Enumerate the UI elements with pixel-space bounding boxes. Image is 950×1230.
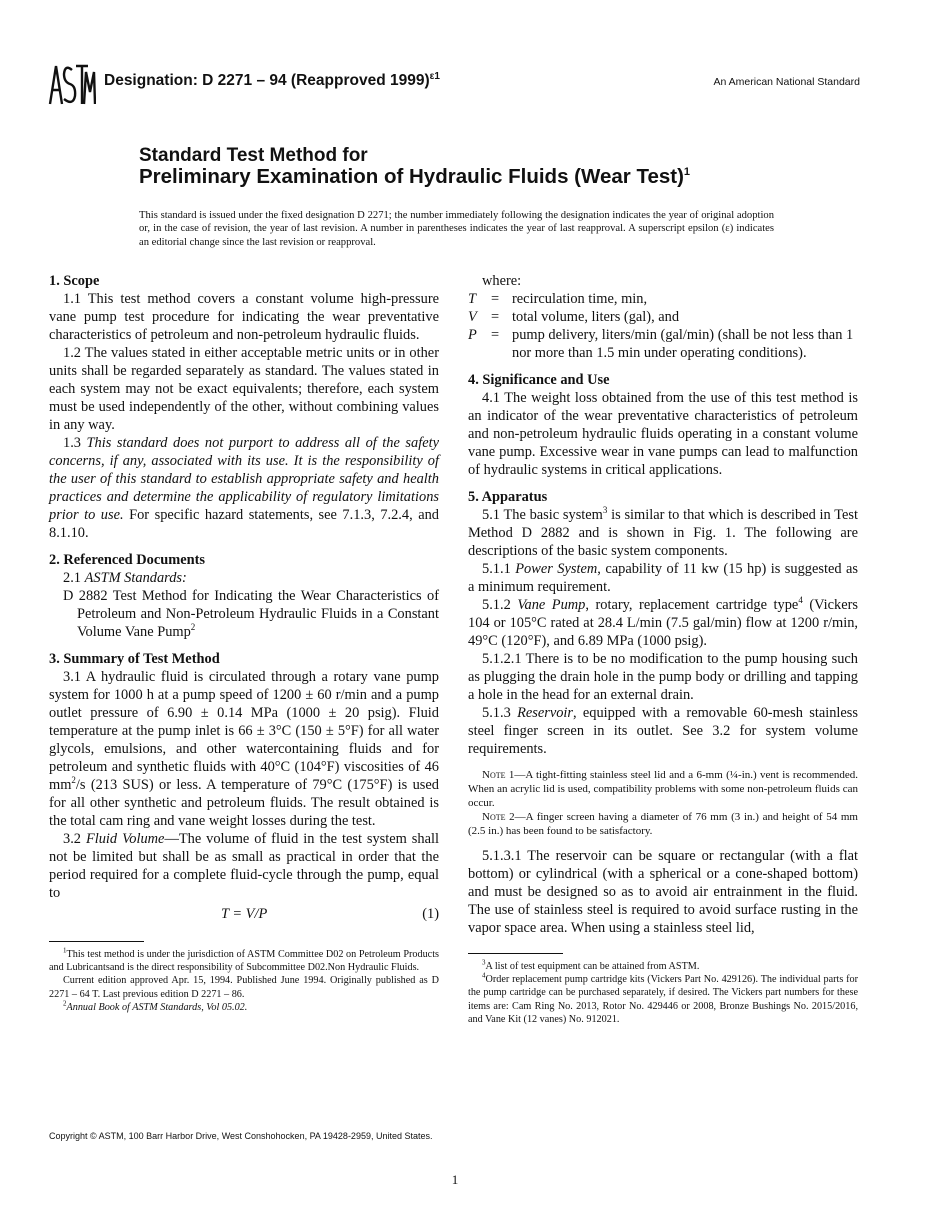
copyright-footer: Copyright © ASTM, 100 Barr Harbor Drive, West Conshohocken, PA 19428-2959, United States. [49,1131,433,1141]
where-item-t: T = recirculation time, min, [468,291,648,307]
title-line-1: Standard Test Method for [139,145,368,166]
footnote-divider [49,941,144,942]
paragraph-1-3: 1.3 This standard does not purport to address all of the safety concerns, if any, associated with its use. It is the responsibility of the user of this standard to establish appropriate safety and health practices and determine the applicability of regulatory limitations prior to use. For specific hazard statements, see 7.1.3, 7.2.4, and 8.1.10. [49,435,439,541]
footnote-4: $^4$Order replacement pump cartridge kits (Vickers Part No. 429126). The individual parts for the pump cartridge can be purchased separately, if desired. The Vickers part numbers for these items are: Cam Ring No. 2013, Rotor No. 429446 or 2008, Bronze Bushings No. 2015/2016, and Vane Kit (12 vanes) No. 912021. [468,971,858,1025]
footnote-1-edition: Current edition approved Apr. 15, 1994. Published June 1994. Originally published as D 2271 – 64 T. Last previous edition D 2271 – 86. [49,975,439,1000]
title-line-2: Preliminary Examination of Hydraulic Fluids (Wear Test)$^1$ [139,165,691,188]
paragraph-5-1-3: 5.1.3 Reservoir, equipped with a removable 60-mesh stainless steel finger screen in its outlet. See 3.2 for system volume requirements. [468,705,858,757]
where-item-p: P = pump delivery, liters/min (gal/min) (shall be not less than 1 nor more than 1.5 min under operating conditions). [468,327,854,361]
section-heading-scope: 1. Scope [49,273,100,289]
astm-logo [48,62,96,106]
paragraph-2-1: 2.1 ASTM Standards: [63,570,187,586]
paragraph-5-1-3-1: 5.1.3.1 The reservoir can be square or rectangular (with a flat bottom) or cylindrical (with a spherical or a cone-shaped bottom) and must be designed so as to avoid air entrainment in the fluid. The use of stainless steel is required to avoid surface rusting in the vapor space area. When using a stainless steel lid, [468,848,858,936]
where-item-v: V = total volume, liters (gal), and [468,309,680,325]
national-standard-label: An American National Standard [713,76,860,88]
left-column [49,272,439,1014]
equation-1 [49,905,439,923]
paragraph-3-2: 3.2 Fluid Volume—The volume of fluid in the test system shall not be limited but shall be as small as practical in order that the period required for a complete fluid-cycle through the pump, equal to [49,831,439,901]
paragraph-1-2: 1.2 The values stated in either acceptable metric units or in other units shall be regarded separately as standard. The values stated in each system may not be exact equivalents; therefore, each system must be used independently of the other, without combining values in any way. [49,345,439,433]
footnote-3: $^3$A list of test equipment can be attained from ASTM. [482,958,700,972]
where-label: where: [482,273,522,289]
paragraph-5-1-2: 5.1.2 Vane Pump, rotary, replacement cartridge type$^4$ (Vickers 104 or 105°C rated at 28.4 L/min (7.5 gal/min) flow at 1200 r/min, 49°C (120°F), and 6.89 MPa (1000 psig). [468,595,859,649]
section-heading-significance: 4. Significance and Use [468,372,610,388]
section-heading-apparatus: 5. Apparatus [468,489,548,505]
footnote-1: $^1$This test method is under the jurisdiction of ASTM Committee D02 on Petroleum Products and Lubricantsand is the direct responsibility of Subcommittee D02.Non Hydraulic Fluids. [49,946,439,974]
note-2: Note 2—A finger screen having a diameter of 76 mm (3 in.) and height of 54 mm (2.5 in.) has been found to be satisfactory. [468,811,858,837]
paragraph-5-1-2-1: 5.1.2.1 There is to be no modification to the pump housing such as plugging the drain hole in the pump body or drilling and tapping a hole in the head for an external drain. [468,651,858,703]
equation-expression: T = V/P [221,906,268,922]
paragraph-1-1: 1.1 This test method covers a constant volume high-pressure vane pump test procedure for indicating the wear preventative characteristics of petroleum and non-petroleum hydraulic fluids. [49,291,439,343]
right-column [468,272,858,1026]
note-1: Note 1—A tight-fitting stainless steel lid and a 6-mm (¼-in.) vent is recommended. When an acrylic lid is used, compatibility problems with some non-petroleum fluids can occur. [468,769,858,809]
paragraph-3-1: 3.1 A hydraulic fluid is circulated through a rotary vane pump system for 1000 h at a pump speed of 1200 ± 60 r/min and a pump outlet pressure of 6.90 ± 0.14 MPa (1000 ± 20 psig). Fluid temperature at the pump inlet is 66 ± 3°C (150 ± 5°F) for all water glycols, emulsions, and other watercontaining fluids and for petroleum and synthetic fluids with 40°C (104°F) viscosities of 46 $mm^2/s$ (213 SUS) or less. A temperature of 79°C (175°F) is used for all other synthetic and petroleum fluids. The result obtained is the total cam ring and vane weight losses during the test. [49,669,439,829]
issuance-statement: This standard is issued under the fixed designation D 2271; the number immediately following the designation indicates the year of original adoption or, in the case of revision, the year of last revision. A number in parentheses indicates the year of last reapproval. A superscript epsilon (ε) indicates an editorial change since the last revision or reapproval. [139,210,774,248]
paragraph-5-1-1: 5.1.1 Power System, capability of 11 kw (15 hp) is suggested as a minimum requirement. [468,561,858,595]
equation-number: (1) [422,906,439,922]
designation: Designation: D 2271 – 94 (Reapproved 1999)$^{\varepsilon 1}$ [104,71,440,90]
reference-d2882: D 2882 Test Method for Indicating the Wear Characteristics of Petroleum and Non-Petroleum Hydraulic Fluids in a Constant Volume Vane Pump$^2$ [63,588,439,640]
paragraph-5-1: 5.1 The basic system$^3$ is similar to that which is described in Test Method D 2882 and is shown in Fig. 1. The following are descriptions of the basic system components. [468,505,859,559]
page-number: 1 [451,1172,459,1187]
section-heading-referenced-documents: 2. Referenced Documents [49,552,205,568]
paragraph-4-1: 4.1 The weight loss obtained from the use of this test method is an indicator of the wear preventative characteristics of petroleum and non-petroleum hydraulic fluids operating in a constant volume vane pump. Excessive wear in vane pumps can lead to malfunction of hydraulic systems in critical applications. [468,390,858,478]
section-heading-summary: 3. Summary of Test Method [49,651,220,667]
footnote-divider [468,953,563,954]
footnote-2: $^2$Annual Book of ASTM Standards, Vol 05.02. [63,999,248,1013]
